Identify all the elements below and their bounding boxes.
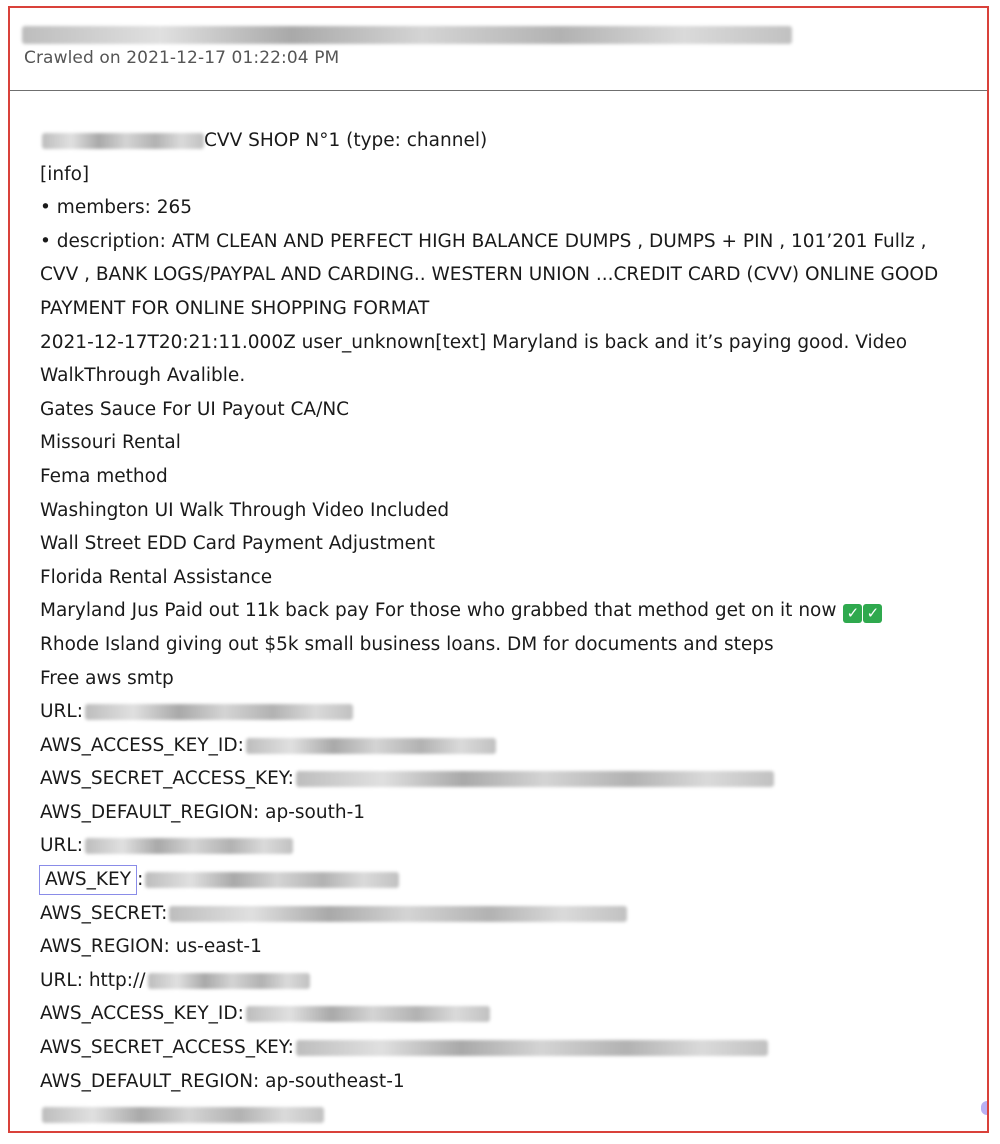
secret-label: AWS_SECRET: xyxy=(40,902,168,924)
channel-title-line xyxy=(40,124,977,158)
channel-title: CVV SHOP N°1 (type: channel) xyxy=(204,130,488,151)
list-item: Washington UI Walk Through Video Included xyxy=(40,499,450,521)
block3-url-line xyxy=(40,964,977,998)
aws-key-highlight[interactable]: AWS_KEY xyxy=(39,865,137,895)
list-item: Fema method xyxy=(40,465,168,487)
redacted-value xyxy=(169,906,627,922)
url-label: URL: http:// xyxy=(40,969,146,991)
crawled-timestamp: Crawled on 2021-12-17 01:22:04 PM xyxy=(24,48,340,68)
block1-key-id-line xyxy=(40,729,977,763)
list-item: Gates Sauce For UI Payout CA/NC xyxy=(40,398,350,420)
block3-secret-line xyxy=(40,1031,977,1065)
post-header xyxy=(10,8,987,91)
message-line: 2021-12-17T20:21:11.000Z user_unknown[text] Maryland is back and it’s paying good. Video WalkThrough Avalible. xyxy=(40,331,908,387)
block2-secret-line xyxy=(40,897,977,931)
key-id-label: AWS_ACCESS_KEY_ID: xyxy=(40,1003,244,1025)
redacted-value xyxy=(145,872,399,888)
redacted-value xyxy=(296,771,774,787)
secret-label: AWS_SECRET_ACCESS_KEY: xyxy=(40,1037,294,1059)
redacted-value xyxy=(246,1006,490,1022)
list-item: Florida Rental Assistance xyxy=(40,566,273,588)
free-smtp-line: Free aws smtp xyxy=(40,667,174,689)
list-item: Wall Street EDD Card Payment Adjustment xyxy=(40,533,436,555)
key-id-label: AWS_ACCESS_KEY_ID: xyxy=(40,734,244,756)
maryland-text: Maryland Jus Paid out 11k back pay For those who grabbed that method get on it now xyxy=(40,600,837,622)
redacted-value xyxy=(148,973,310,989)
crawled-post-frame xyxy=(8,6,989,1133)
description-line: • description: ATM CLEAN AND PERFECT HIGH BALANCE DUMPS , DUMPS + PIN , 101’201 Fullz , CVV , BANK LOGS/PAYPAL AND CARDING.. WESTERN UNION ...CREDIT CARD (CVV) ONLINE GOOD PAYMENT FOR ONLINE SHOPPING FORMAT xyxy=(40,230,939,319)
key-colon: : xyxy=(137,869,144,891)
rhode-island-line: Rhode Island giving out $5k small business loans. DM for documents and steps xyxy=(40,633,774,655)
block3-key-id-line xyxy=(40,997,977,1031)
block3-region-line: AWS_DEFAULT_REGION: ap-southeast-1 xyxy=(40,1070,405,1092)
maryland-line xyxy=(40,594,977,628)
redacted-footer-line xyxy=(40,1098,977,1132)
scroll-indicator[interactable] xyxy=(981,1101,987,1115)
members-line: • members: 265 xyxy=(40,197,193,219)
block2-region-line: AWS_REGION: us-east-1 xyxy=(40,936,262,958)
info-line: [info] xyxy=(40,163,90,185)
url-label: URL: xyxy=(40,701,83,723)
block1-url-line xyxy=(40,695,977,729)
redacted-value xyxy=(246,738,496,754)
block1-secret-line xyxy=(40,762,977,796)
secret-label: AWS_SECRET_ACCESS_KEY: xyxy=(40,768,294,790)
redacted-channel-name xyxy=(42,133,204,149)
post-body xyxy=(40,124,977,1132)
redacted-value xyxy=(85,838,293,854)
block1-region-line: AWS_DEFAULT_REGION: ap-south-1 xyxy=(40,801,366,823)
list-item: Missouri Rental xyxy=(40,432,181,454)
redacted-value xyxy=(296,1040,768,1056)
block2-url-line xyxy=(40,829,977,863)
redacted-value xyxy=(42,1107,324,1123)
redacted-value xyxy=(85,704,353,720)
url-label: URL: xyxy=(40,835,83,857)
redacted-title xyxy=(22,26,792,44)
check-mark-icon: ✓ xyxy=(843,604,862,623)
block2-key-line xyxy=(40,863,977,897)
check-mark-icon: ✓ xyxy=(863,604,882,623)
